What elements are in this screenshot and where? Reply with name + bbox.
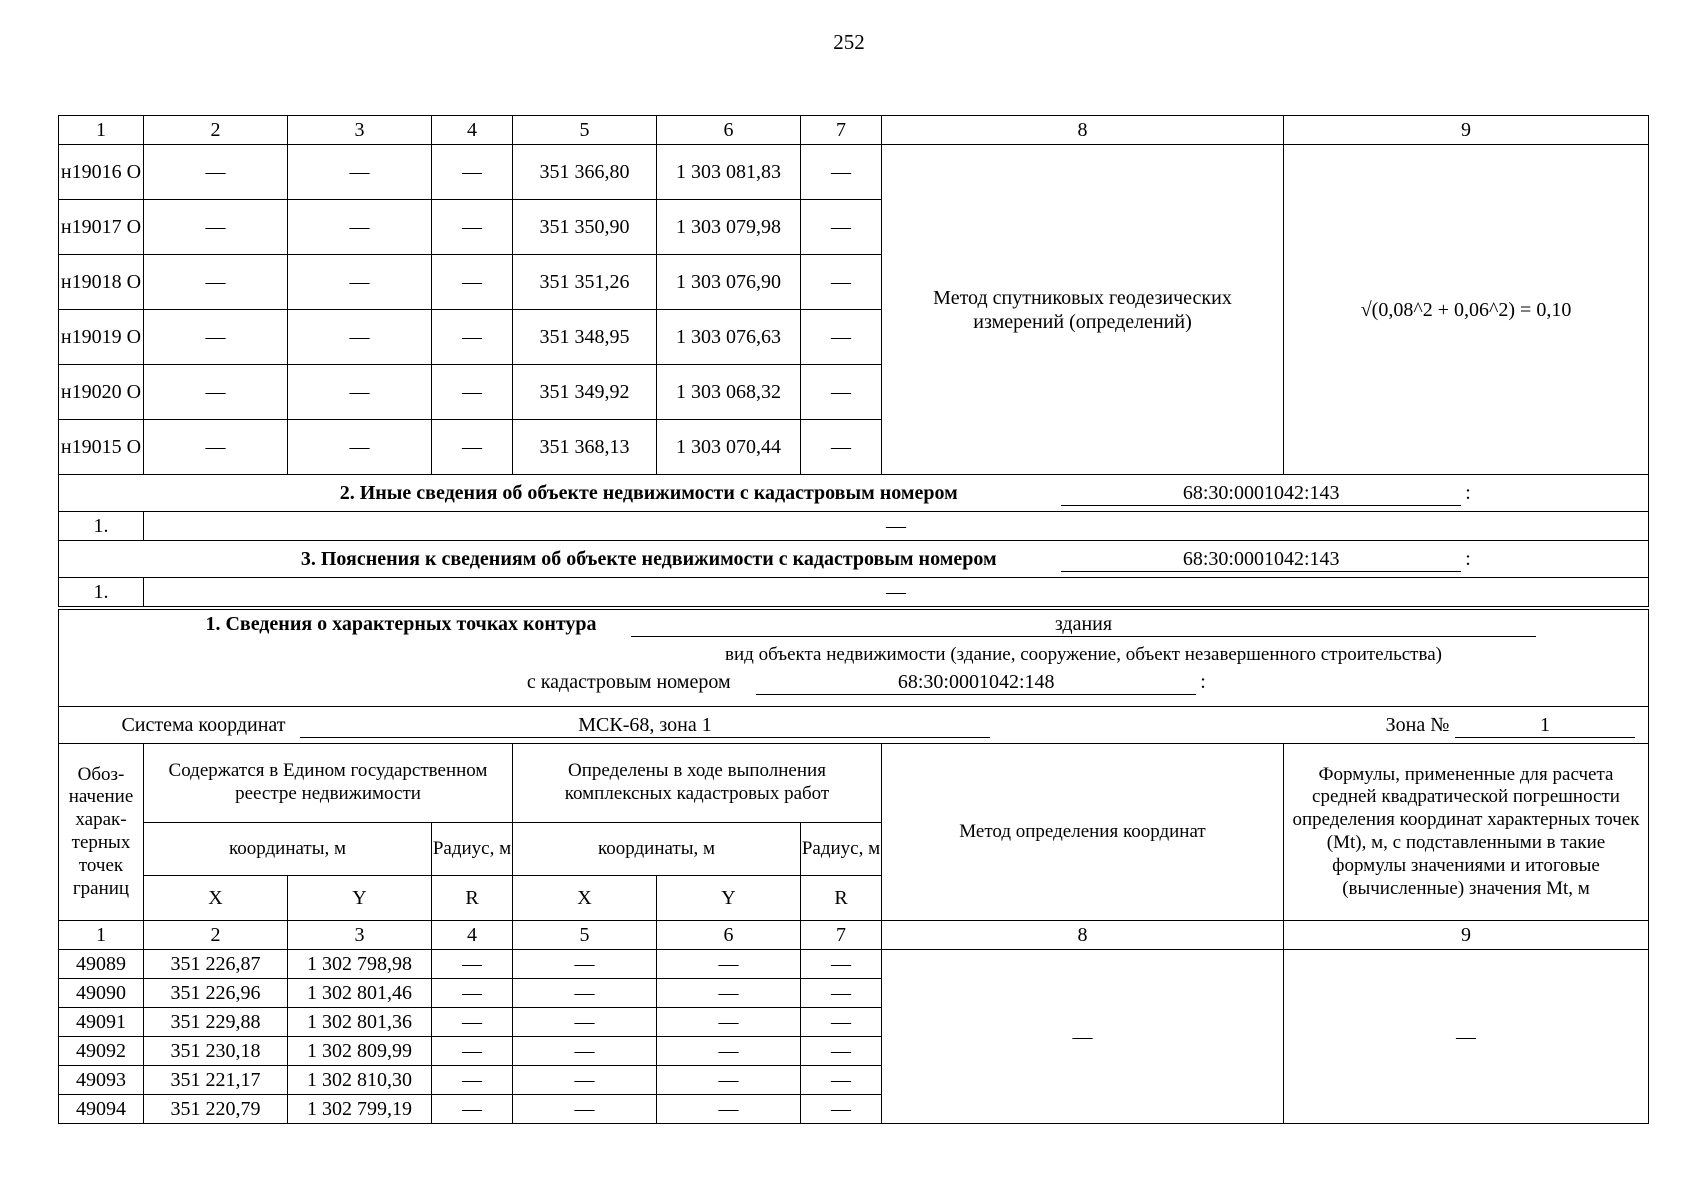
radius-value: — bbox=[801, 200, 882, 255]
col-number: 5 bbox=[513, 921, 657, 950]
col-number: 2 bbox=[144, 921, 288, 950]
radius-value2: — bbox=[801, 1008, 882, 1037]
coord-x: 351 229,88 bbox=[144, 1008, 288, 1037]
header-kkr: Определены в ходе выполнения комплексных кадастровых работ bbox=[513, 744, 882, 823]
coord-x: 351 366,80 bbox=[513, 145, 657, 200]
coord-y: 1 302 799,19 bbox=[288, 1095, 432, 1124]
formula-cell: — bbox=[1284, 950, 1649, 1124]
col-number: 3 bbox=[288, 116, 432, 145]
cell-value: — bbox=[432, 145, 513, 200]
table-row bbox=[59, 145, 1649, 200]
cadastral-table bbox=[58, 115, 1649, 1124]
coord-y2: — bbox=[657, 1095, 801, 1124]
section-3-colon: : bbox=[1465, 547, 1471, 570]
col-number: 7 bbox=[801, 921, 882, 950]
cell-value: — bbox=[144, 255, 288, 310]
header-y: Y bbox=[288, 876, 432, 921]
column-numbers-row bbox=[59, 921, 1649, 950]
coord-x2: — bbox=[513, 1095, 657, 1124]
radius-value: — bbox=[801, 420, 882, 475]
coord-x2: — bbox=[513, 950, 657, 979]
cell-value: — bbox=[144, 310, 288, 365]
radius-value2: — bbox=[801, 1037, 882, 1066]
header-formula: Формулы, примененные для расчета средней квадратической погрешности определения координат характерных точек (Mt), м, с подставленными в такие формулы значениями и итоговые (вычисленные) значения Mt, м bbox=[1284, 744, 1649, 921]
coord-x: 351 220,79 bbox=[144, 1095, 288, 1124]
coord-x: 351 348,95 bbox=[513, 310, 657, 365]
cell-value: — bbox=[432, 310, 513, 365]
coord-y: 1 302 798,98 bbox=[288, 950, 432, 979]
table-row bbox=[59, 950, 1649, 979]
point-id: 49093 bbox=[59, 1066, 144, 1095]
coord-y2: — bbox=[657, 979, 801, 1008]
coord-x2: — bbox=[513, 1066, 657, 1095]
coord-y2: — bbox=[657, 1066, 801, 1095]
point-id: 49094 bbox=[59, 1095, 144, 1124]
radius-value2: — bbox=[801, 950, 882, 979]
coord-y2: — bbox=[657, 1008, 801, 1037]
col-number: 1 bbox=[59, 921, 144, 950]
col-number: 9 bbox=[1284, 921, 1649, 950]
row-value: — bbox=[144, 578, 1649, 609]
header-y: Y bbox=[657, 876, 801, 921]
cell-value: — bbox=[144, 420, 288, 475]
coord-y: 1 303 068,32 bbox=[657, 365, 801, 420]
header-coords: координаты, м bbox=[513, 823, 801, 876]
section-2-header bbox=[59, 475, 1649, 512]
col-number: 4 bbox=[432, 921, 513, 950]
cell-value: — bbox=[144, 145, 288, 200]
header-radius: Радиус, м bbox=[801, 823, 882, 876]
column-numbers-row bbox=[59, 116, 1649, 145]
col-number: 3 bbox=[288, 921, 432, 950]
cell-value: — bbox=[144, 200, 288, 255]
coord-y2: — bbox=[657, 950, 801, 979]
col-number: 7 bbox=[801, 116, 882, 145]
point-id: н19017 О bbox=[59, 200, 144, 255]
col-number: 9 bbox=[1284, 116, 1649, 145]
coord-x: 351 221,17 bbox=[144, 1066, 288, 1095]
header-x: X bbox=[513, 876, 657, 921]
cadastral-colon: : bbox=[1200, 671, 1206, 693]
col-number: 6 bbox=[657, 921, 801, 950]
header-r: R bbox=[432, 876, 513, 921]
section-1-title: 1. Сведения о характерных точках контура bbox=[205, 613, 597, 635]
radius-value: — bbox=[432, 950, 513, 979]
section-2-cadastral: 68:30:0001042:143 bbox=[1061, 481, 1461, 506]
coord-x: 351 349,92 bbox=[513, 365, 657, 420]
coord-y: 1 303 070,44 bbox=[657, 420, 801, 475]
radius-value: — bbox=[432, 1037, 513, 1066]
cell-value: — bbox=[288, 420, 432, 475]
header-method: Метод определения координат bbox=[882, 744, 1284, 921]
coord-x: 351 226,96 bbox=[144, 979, 288, 1008]
row-value: — bbox=[144, 512, 1649, 541]
cell-value: — bbox=[432, 255, 513, 310]
radius-value: — bbox=[801, 310, 882, 365]
zone-value: 1 bbox=[1455, 713, 1635, 738]
cell-value: — bbox=[432, 365, 513, 420]
cell-value: — bbox=[288, 200, 432, 255]
point-id: 49090 bbox=[59, 979, 144, 1008]
cell-value: — bbox=[288, 365, 432, 420]
radius-value: — bbox=[432, 1008, 513, 1037]
row-number: 1. bbox=[59, 512, 144, 541]
method-cell: Метод спутниковых геодезических измерений (определений) bbox=[882, 145, 1284, 475]
point-id: н19018 О bbox=[59, 255, 144, 310]
zone-label: Зона № bbox=[1385, 713, 1450, 736]
coord-y: 1 303 081,83 bbox=[657, 145, 801, 200]
cell-value: — bbox=[432, 200, 513, 255]
col-number: 8 bbox=[882, 921, 1284, 950]
coord-x2: — bbox=[513, 1037, 657, 1066]
coord-y: 1 303 079,98 bbox=[657, 200, 801, 255]
coord-y: 1 303 076,63 bbox=[657, 310, 801, 365]
coord-x: 351 226,87 bbox=[144, 950, 288, 979]
section-3-cadastral: 68:30:0001042:143 bbox=[1061, 547, 1461, 572]
cell-value: — bbox=[144, 365, 288, 420]
coord-x2: — bbox=[513, 979, 657, 1008]
page-number: 252 bbox=[833, 30, 865, 54]
point-id: н19019 О bbox=[59, 310, 144, 365]
coord-y2: — bbox=[657, 1037, 801, 1066]
coordinate-system-row bbox=[59, 707, 1649, 744]
section-1-header bbox=[59, 608, 1649, 707]
method-cell: — bbox=[882, 950, 1284, 1124]
radius-value: — bbox=[801, 365, 882, 420]
table2-header-row1 bbox=[59, 744, 1649, 823]
col-number: 8 bbox=[882, 116, 1284, 145]
cell-value: — bbox=[288, 255, 432, 310]
coord-system-label: Система координат bbox=[121, 713, 286, 736]
col-number: 1 bbox=[59, 116, 144, 145]
coord-x: 351 368,13 bbox=[513, 420, 657, 475]
formula-cell: √(0,08^2 + 0,06^2) = 0,10 bbox=[1284, 145, 1649, 475]
coord-system-value: МСК-68, зона 1 bbox=[300, 713, 990, 738]
object-type-caption: вид объекта недвижимости (здание, сооружение, объект незавершенного строительства) bbox=[725, 644, 1442, 665]
section-2-colon: : bbox=[1465, 481, 1471, 504]
radius-value: — bbox=[801, 255, 882, 310]
col-number: 5 bbox=[513, 116, 657, 145]
col-number: 6 bbox=[657, 116, 801, 145]
section-2-row bbox=[59, 512, 1649, 541]
object-type: здания bbox=[631, 612, 1536, 637]
coord-y: 1 302 809,99 bbox=[288, 1037, 432, 1066]
radius-value: — bbox=[801, 145, 882, 200]
header-r: R bbox=[801, 876, 882, 921]
radius-value2: — bbox=[801, 1095, 882, 1124]
coord-x2: — bbox=[513, 1008, 657, 1037]
col-number: 4 bbox=[432, 116, 513, 145]
col-number: 2 bbox=[144, 116, 288, 145]
radius-value2: — bbox=[801, 979, 882, 1008]
header-x: X bbox=[144, 876, 288, 921]
header-coords: координаты, м bbox=[144, 823, 432, 876]
cadastral-number: 68:30:0001042:148 bbox=[756, 670, 1196, 695]
radius-value: — bbox=[432, 1066, 513, 1095]
cadastral-label: с кадастровым номером bbox=[526, 671, 731, 693]
header-radius: Радиус, м bbox=[432, 823, 513, 876]
header-egrn: Содержатся в Едином государственном реестре недвижимости bbox=[144, 744, 513, 823]
point-id: 49089 bbox=[59, 950, 144, 979]
cell-value: — bbox=[288, 310, 432, 365]
cell-value: — bbox=[288, 145, 432, 200]
point-id: н19016 О bbox=[59, 145, 144, 200]
coord-x: 351 350,90 bbox=[513, 200, 657, 255]
coord-y: 1 302 801,36 bbox=[288, 1008, 432, 1037]
radius-value2: — bbox=[801, 1066, 882, 1095]
section-3-title: 3. Пояснения к сведениям об объекте недвижимости с кадастровым номером bbox=[300, 547, 997, 570]
section-3-header bbox=[59, 541, 1649, 578]
point-id: н19015 О bbox=[59, 420, 144, 475]
cell-value: — bbox=[432, 420, 513, 475]
radius-value: — bbox=[432, 979, 513, 1008]
section-2-title: 2. Иные сведения об объекте недвижимости с кадастровым номером bbox=[339, 481, 958, 504]
coord-x: 351 351,26 bbox=[513, 255, 657, 310]
coord-y: 1 303 076,90 bbox=[657, 255, 801, 310]
coord-y: 1 302 801,46 bbox=[288, 979, 432, 1008]
point-id: 49092 bbox=[59, 1037, 144, 1066]
section-3-row bbox=[59, 578, 1649, 609]
coord-y: 1 302 810,30 bbox=[288, 1066, 432, 1095]
header-point: Обоз-начение харак-терных точек границ bbox=[59, 744, 144, 921]
point-id: н19020 О bbox=[59, 365, 144, 420]
radius-value: — bbox=[432, 1095, 513, 1124]
coord-x: 351 230,18 bbox=[144, 1037, 288, 1066]
row-number: 1. bbox=[59, 578, 144, 609]
point-id: 49091 bbox=[59, 1008, 144, 1037]
